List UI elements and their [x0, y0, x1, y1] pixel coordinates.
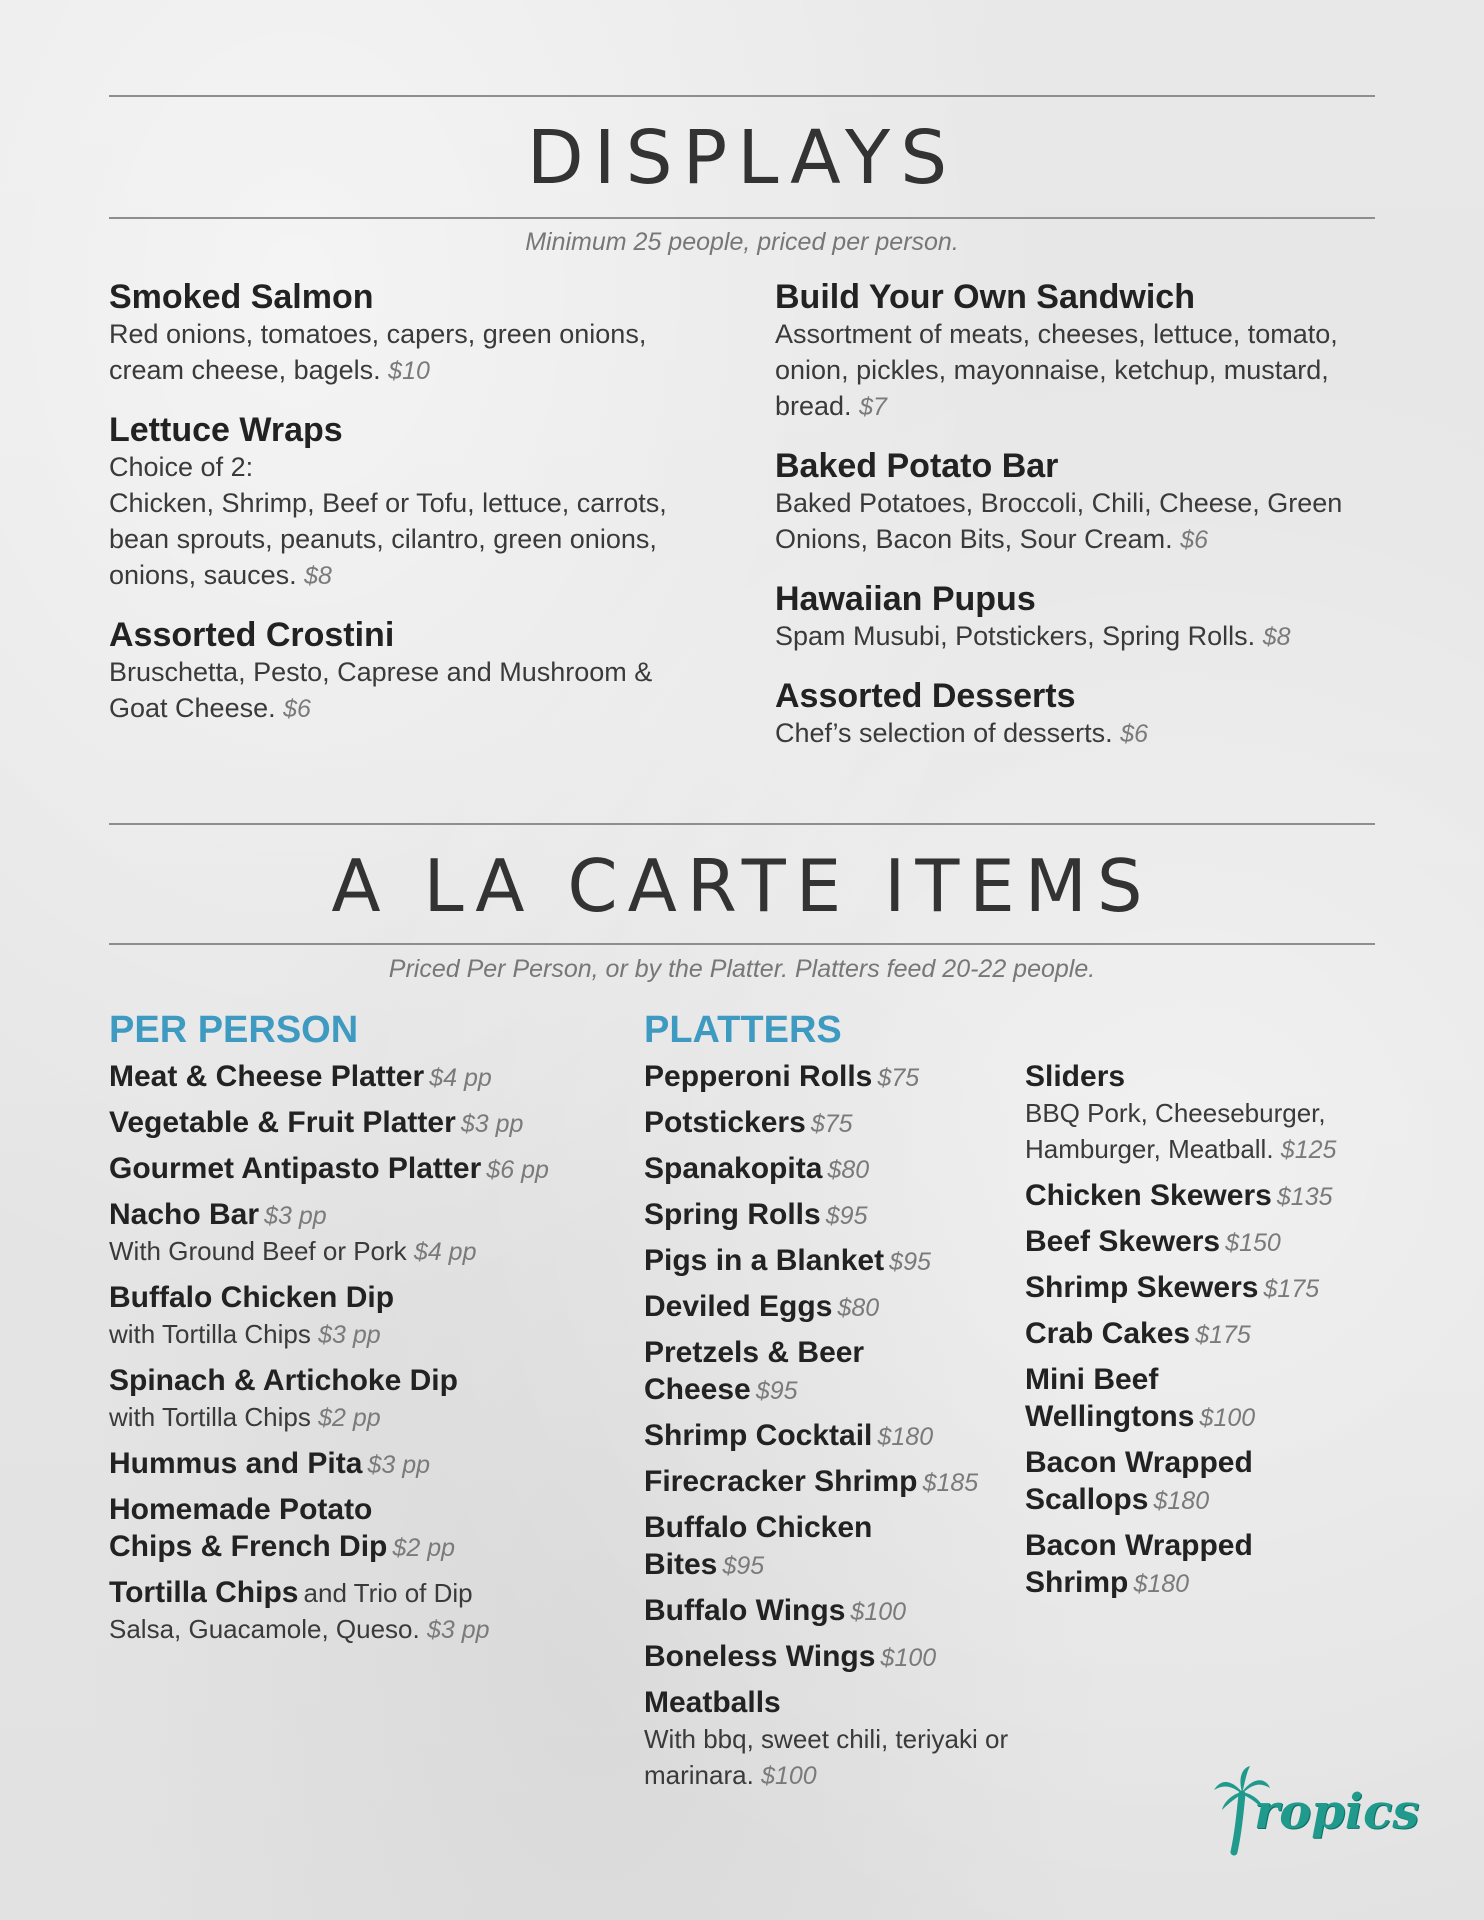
display-item: [109, 616, 709, 727]
list-item: [109, 1150, 629, 1187]
item-price: $75: [877, 1064, 920, 1092]
item-name: Assorted Desserts: [775, 677, 1076, 715]
item-name: Wellingtons: [1025, 1400, 1195, 1433]
item-name: Chips & French Dip: [109, 1530, 388, 1563]
list-item: [109, 1279, 629, 1353]
list-item: [644, 1104, 1014, 1141]
item-name: Mini Beef: [1025, 1363, 1159, 1396]
item-name: Spanakopita: [644, 1152, 823, 1185]
item-description: Baked Potatoes, Broccoli, Chili, Cheese, Green Onions, Bacon Bits, Sour Cream. $6: [775, 488, 1343, 554]
list-item: [644, 1150, 1014, 1187]
item-name: Build Your Own Sandwich: [775, 278, 1195, 316]
list-item: [644, 1417, 1014, 1454]
item-name: Sliders: [1025, 1060, 1126, 1093]
item-name: Shrimp: [1025, 1566, 1129, 1599]
item-price: $2 pp: [392, 1534, 456, 1562]
item-price: $175: [1263, 1275, 1320, 1303]
item-price: $4 pp: [413, 1238, 477, 1266]
item-choice-note: Choice of 2:: [109, 452, 254, 482]
item-price: $135: [1276, 1183, 1333, 1211]
platters-heading: PLATTERS: [644, 1009, 842, 1051]
logo-text: ropics: [1254, 1784, 1420, 1840]
item-subtext: With Ground Beef or Pork $4 pp: [109, 1236, 477, 1266]
item-price: $3 pp: [460, 1110, 524, 1138]
item-price: $8: [304, 562, 332, 590]
item-price: $8: [1262, 623, 1291, 651]
item-price: $6: [1120, 720, 1148, 748]
item-name: Beef Skewers: [1025, 1225, 1221, 1258]
item-name: Shrimp Skewers: [1025, 1271, 1259, 1304]
item-price: $100: [850, 1598, 907, 1626]
item-description: Red onions, tomatoes, capers, green onions, cream cheese, bagels. $10: [109, 319, 647, 385]
display-item: [775, 447, 1375, 558]
list-item: [1025, 1361, 1375, 1435]
platters-column-1: [644, 1008, 1014, 1803]
item-price: $95: [889, 1248, 931, 1276]
item-name: Buffalo Chicken Dip: [109, 1281, 395, 1314]
displays-title: DISPLAYS: [526, 115, 958, 201]
platters-column-2: [1025, 1058, 1375, 1610]
list-item: [109, 1574, 629, 1648]
item-price: $4 pp: [429, 1064, 492, 1092]
item-price: $180: [877, 1423, 934, 1451]
item-name: Homemade Potato: [109, 1493, 373, 1526]
item-name: Baked Potato Bar: [775, 447, 1059, 485]
list-item: [644, 1463, 1014, 1500]
item-name: Potstickers: [644, 1106, 806, 1139]
alacarte-subtitle: Priced Per Person, or by the Platter. Platters feed 20-22 people.: [388, 955, 1096, 983]
list-item: [109, 1196, 629, 1270]
alacarte-title: A LA CARTE ITEMS: [331, 844, 1153, 928]
per-person-heading: PER PERSON: [109, 1009, 359, 1051]
item-subtext: Salsa, Guacamole, Queso. $3 pp: [109, 1614, 490, 1644]
list-item: [1025, 1269, 1375, 1306]
item-price: $75: [810, 1110, 853, 1138]
item-name: Pretzels & Beer: [644, 1336, 865, 1369]
item-name: Smoked Salmon: [109, 278, 374, 316]
tropics-logo: [1212, 1764, 1420, 1856]
list-item: [644, 1288, 1014, 1325]
item-name: Meatballs: [644, 1686, 781, 1719]
item-price: $100: [1199, 1404, 1256, 1432]
item-name: Cheese: [644, 1373, 751, 1406]
item-price: $6: [283, 695, 311, 723]
displays-subtitle: Minimum 25 people, priced per person.: [525, 228, 959, 256]
item-price: $6: [1180, 526, 1208, 554]
item-name: Firecracker Shrimp: [644, 1465, 918, 1498]
list-item: [644, 1684, 1014, 1794]
list-item: [644, 1509, 1014, 1583]
per-person-column: [109, 1008, 629, 1657]
item-name: Deviled Eggs: [644, 1290, 833, 1323]
item-name: Hummus and Pita: [109, 1447, 363, 1480]
item-name: Bites: [644, 1548, 718, 1581]
item-description: Bruschetta, Pesto, Caprese and Mushroom & Goat Cheese. $6: [109, 657, 653, 723]
item-price: $95: [755, 1377, 798, 1405]
item-name: Tortilla Chips: [109, 1576, 299, 1609]
item-price: $7: [859, 393, 887, 421]
item-price: $95: [825, 1202, 868, 1230]
list-item: [109, 1058, 629, 1095]
item-price: $2 pp: [318, 1404, 381, 1432]
divider: [109, 823, 1375, 825]
item-name: Meat & Cheese Platter: [109, 1060, 425, 1093]
list-item: [1025, 1058, 1375, 1168]
item-price: $80: [827, 1156, 870, 1184]
item-name: Crab Cakes: [1025, 1317, 1191, 1350]
item-name: Gourmet Antipasto Platter: [109, 1152, 482, 1185]
list-item: [1025, 1223, 1375, 1260]
item-name: Buffalo Wings: [644, 1594, 846, 1627]
displays-left-column: [109, 278, 709, 749]
list-item: [1025, 1315, 1375, 1352]
item-price: $3 pp: [318, 1321, 381, 1349]
item-name: Bacon Wrapped: [1025, 1529, 1253, 1562]
divider: [109, 943, 1375, 945]
item-name: Scallops: [1025, 1483, 1149, 1516]
display-item: [775, 580, 1375, 655]
item-price: $175: [1195, 1321, 1251, 1349]
divider: [109, 95, 1375, 97]
display-item: [109, 411, 709, 594]
item-name: Spinach & Artichoke Dip: [109, 1364, 458, 1397]
item-price: $100: [761, 1762, 817, 1790]
item-description: Chef’s selection of desserts. $6: [775, 718, 1148, 748]
item-description: Assortment of meats, cheeses, lettuce, tomato, onion, pickles, mayonnaise, ketchup, mustard, bread. $7: [775, 319, 1338, 421]
item-price: $10: [388, 357, 430, 385]
list-item: [644, 1058, 1014, 1095]
list-item: [109, 1445, 629, 1482]
list-item: [644, 1242, 1014, 1279]
list-item: [109, 1104, 629, 1141]
item-name: Pepperoni Rolls: [644, 1060, 873, 1093]
item-price: $180: [1133, 1570, 1190, 1598]
list-item: [644, 1196, 1014, 1233]
display-item: [775, 677, 1375, 752]
item-name: Boneless Wings: [644, 1640, 876, 1673]
item-name: Pigs in a Blanket: [644, 1244, 885, 1277]
item-price: $180: [1153, 1487, 1210, 1515]
item-name: Spring Rolls: [644, 1198, 821, 1231]
item-name: Buffalo Chicken: [644, 1511, 873, 1544]
item-price: $125: [1280, 1136, 1337, 1164]
item-subtext: BBQ Pork, Cheeseburger, Hamburger, Meatball. $125: [1025, 1098, 1337, 1164]
list-item: [1025, 1177, 1375, 1214]
item-name-suffix: and Trio of Dip: [303, 1578, 473, 1608]
list-item: [1025, 1444, 1375, 1518]
item-name: Bacon Wrapped: [1025, 1446, 1253, 1479]
item-price: $95: [722, 1552, 765, 1580]
item-price: $150: [1225, 1229, 1281, 1257]
item-description: Chicken, Shrimp, Beef or Tofu, lettuce, carrots, bean sprouts, peanuts, cilantro, green onions, onions, sauces. $8: [109, 488, 667, 590]
item-price: $3 pp: [426, 1616, 490, 1644]
item-name: Nacho Bar: [109, 1198, 260, 1231]
displays-right-column: [775, 278, 1375, 774]
item-price: $3 pp: [367, 1451, 431, 1479]
item-name: Lettuce Wraps: [109, 411, 343, 449]
item-price: $6 pp: [486, 1156, 549, 1184]
list-item: [109, 1362, 629, 1436]
item-price: $100: [880, 1644, 937, 1672]
item-name: Assorted Crostini: [109, 616, 395, 654]
item-description: Spam Musubi, Potstickers, Spring Rolls. $8: [775, 621, 1291, 651]
list-item: [644, 1592, 1014, 1629]
item-name: Vegetable & Fruit Platter: [109, 1106, 456, 1139]
item-name: Hawaiian Pupus: [775, 580, 1036, 618]
item-name: Shrimp Cocktail: [644, 1419, 873, 1452]
list-item: [644, 1638, 1014, 1675]
list-item: [1025, 1527, 1375, 1601]
list-item: [109, 1491, 629, 1565]
display-item: [775, 278, 1375, 425]
item-subtext: with Tortilla Chips $2 pp: [109, 1402, 381, 1432]
divider: [109, 217, 1375, 219]
item-subtext: with Tortilla Chips $3 pp: [109, 1319, 381, 1349]
item-subtext: With bbq, sweet chili, teriyaki or marinara. $100: [644, 1724, 1009, 1790]
item-price: $3 pp: [264, 1202, 327, 1230]
item-price: $80: [837, 1294, 880, 1322]
item-name: Chicken Skewers: [1025, 1179, 1272, 1212]
display-item: [109, 278, 709, 389]
item-price: $185: [922, 1469, 979, 1497]
list-item: [644, 1334, 1014, 1408]
